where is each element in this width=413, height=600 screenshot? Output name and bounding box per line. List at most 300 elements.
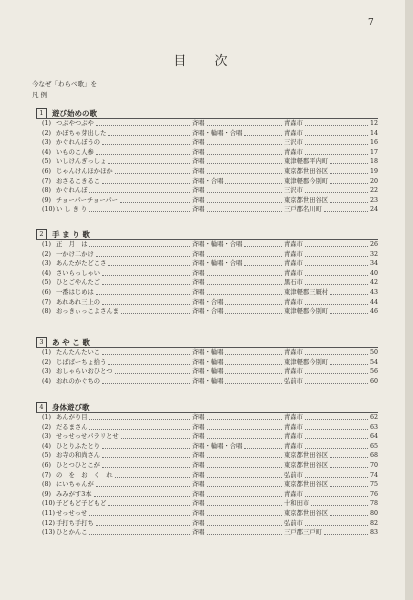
page-number: 75 [369, 481, 378, 489]
leader-dots [121, 438, 190, 439]
song-title: あんがり目 [56, 414, 88, 421]
toc-entry [32, 129, 378, 139]
leader-dots [207, 275, 282, 276]
performance-form: 斉唱 [192, 423, 205, 431]
section-heading [32, 228, 378, 240]
leader-dots [102, 144, 190, 145]
leader-dots [330, 467, 368, 468]
toc-entry [32, 250, 378, 260]
entry-number: (7) [42, 177, 51, 185]
page-number: 40 [369, 269, 378, 277]
entry-number: (9) [42, 196, 51, 204]
leader-dots [96, 486, 190, 487]
performance-form: 斉唱 [192, 269, 205, 277]
leader-dots [102, 183, 190, 184]
page-number: 83 [369, 529, 378, 537]
leader-dots [305, 246, 368, 247]
page-number: 19 [369, 167, 378, 175]
page-number: 26 [369, 241, 378, 248]
entry-number: (2) [42, 129, 51, 137]
song-title: いしけんぎっしょ [56, 158, 107, 166]
leader-dots [102, 448, 190, 449]
section-number: 2 [36, 229, 47, 240]
toc-entry [32, 509, 378, 519]
leader-dots [305, 525, 368, 526]
leader-dots [305, 373, 368, 374]
leader-dots [207, 192, 282, 193]
toc-entry [32, 348, 378, 358]
song-title: かぼちゃ芽出した [56, 129, 107, 137]
leader-dots [115, 173, 190, 174]
entry-number: (7) [42, 298, 51, 306]
performance-form: 斉唱 [192, 481, 205, 489]
song-title: かぐれんぼうの [56, 139, 101, 147]
performance-form: 斉唱 [192, 414, 205, 421]
toc-entry [32, 499, 378, 509]
leader-dots [89, 419, 190, 420]
leader-dots [305, 438, 368, 439]
place: 東京都世田谷区 [284, 461, 329, 469]
leader-dots [207, 419, 282, 420]
leader-dots [225, 373, 282, 374]
performance-form: 斉唱・輪唱・合唱 [192, 129, 243, 137]
place: 東津軽郡今別町 [284, 308, 329, 316]
page-number: 20 [369, 177, 378, 185]
place: 東京都世田谷区 [284, 167, 329, 175]
song-title: ひとりふたとり [56, 442, 101, 450]
toc-entry [32, 167, 378, 177]
performance-form: 斉唱 [192, 519, 205, 527]
performance-form: 斉唱 [192, 461, 205, 469]
leader-dots [225, 383, 282, 384]
entry-number: (8) [42, 187, 51, 195]
performance-form: 斉唱 [192, 490, 205, 498]
leader-dots [207, 211, 282, 212]
leader-dots [115, 477, 190, 478]
leader-dots [225, 354, 282, 355]
performance-form: 斉唱 [192, 187, 205, 195]
leader-dots [207, 294, 282, 295]
leader-dots [207, 496, 282, 497]
page-number: 43 [369, 288, 378, 296]
song-title: 子どもど子どもど [56, 500, 107, 508]
leader-dots [89, 211, 190, 212]
page-number: 23 [369, 196, 378, 204]
entry-number: (1) [42, 120, 51, 127]
leader-dots [207, 505, 282, 506]
entry-number: (1) [42, 241, 51, 248]
performance-form: 斉唱・輪唱・合唱 [192, 241, 243, 248]
leader-dots [207, 202, 282, 203]
place: 弘前市 [284, 377, 303, 385]
toc-section [32, 401, 378, 538]
performance-form: 斉唱 [192, 471, 205, 479]
leader-dots [305, 419, 368, 420]
leader-dots [96, 525, 190, 526]
leader-dots [305, 354, 368, 355]
toc-entry [32, 119, 378, 129]
page-number: 50 [369, 349, 378, 356]
performance-form: 斉唱 [192, 279, 205, 287]
place: 弘前市 [284, 519, 303, 527]
page-number: 64 [369, 433, 378, 441]
page-number: 68 [369, 452, 378, 460]
page-number: 76 [369, 490, 378, 498]
leader-dots [330, 294, 368, 295]
toc-entry [32, 519, 378, 529]
place: 東津軽郡今別町 [284, 177, 329, 185]
performance-form: 斉唱・輪唱 [192, 349, 224, 356]
place: 青森市 [284, 120, 303, 127]
place: 東京都世田谷区 [284, 196, 329, 204]
leader-dots [207, 534, 282, 535]
leader-dots [207, 467, 282, 468]
entry-number: (1) [42, 349, 51, 356]
leader-dots [102, 275, 190, 276]
entry-number: (10) [42, 500, 55, 508]
section-title: 手 ま り 歌 [52, 230, 90, 239]
page-number: 16 [369, 139, 378, 147]
leader-dots [207, 525, 282, 526]
leader-dots [102, 383, 190, 384]
place: 青森市 [284, 349, 303, 356]
leader-dots [96, 294, 190, 295]
leader-dots [330, 183, 368, 184]
entry-number: (6) [42, 288, 51, 296]
song-title: あんたがたどこさ [56, 260, 107, 268]
leader-dots [108, 505, 190, 506]
leader-dots [305, 496, 368, 497]
entry-number: (4) [42, 442, 51, 450]
section-title: 身体遊び歌 [52, 403, 90, 412]
leader-dots [330, 163, 368, 164]
leader-dots [120, 202, 190, 203]
place: 三沢市 [284, 187, 303, 195]
performance-form: 斉唱 [192, 529, 205, 537]
leader-dots [121, 313, 190, 314]
song-title: い し き り [56, 206, 88, 214]
song-title: チョーパーチョーパー [56, 196, 118, 204]
leader-dots [330, 173, 368, 174]
song-title: 正 月 は [56, 241, 88, 248]
place: 青森市 [284, 423, 303, 431]
page-number: 7 [368, 18, 374, 28]
place: 青森市 [284, 433, 303, 441]
page-number: 54 [369, 358, 378, 366]
page-number: 12 [369, 120, 378, 127]
song-title: お寺の和尚さん [56, 452, 101, 460]
leader-dots [207, 515, 282, 516]
song-title: みみがす3本 [56, 490, 92, 498]
page-number: 44 [369, 298, 378, 306]
entry-number: (8) [42, 308, 51, 316]
toc-entry [32, 148, 378, 158]
entry-number: (5) [42, 279, 51, 287]
performance-form: 斉唱・輪唱 [192, 377, 224, 385]
leader-dots [324, 211, 368, 212]
section-title: 遊び始めの歌 [52, 109, 97, 118]
page-number: 56 [369, 368, 378, 376]
performance-form: 斉唱 [192, 120, 205, 127]
leader-dots [207, 477, 282, 478]
place: 黒石市 [284, 279, 303, 287]
leader-dots [207, 163, 282, 164]
page-number: 74 [369, 471, 378, 479]
toc-entry [32, 471, 378, 481]
toc-entry [32, 298, 378, 308]
place: 東津軽郡平内町 [284, 158, 329, 166]
leader-dots [108, 135, 190, 136]
section-title: あ や こ 歌 [52, 338, 90, 347]
entry-number: (9) [42, 490, 51, 498]
leader-dots [330, 313, 368, 314]
leader-dots [207, 457, 282, 458]
page-number: 18 [369, 158, 378, 166]
leader-dots [330, 515, 368, 516]
leader-dots [96, 125, 190, 126]
performance-form: 斉唱 [192, 158, 205, 166]
leader-dots [225, 313, 282, 314]
leader-dots [89, 515, 190, 516]
leader-dots [305, 265, 368, 266]
entry-number: (2) [42, 423, 51, 431]
entry-number: (4) [42, 148, 51, 156]
entry-number: (8) [42, 481, 51, 489]
place: 三沢市 [284, 139, 303, 147]
leader-dots [330, 202, 368, 203]
leader-dots [305, 429, 368, 430]
entry-number: (10) [42, 206, 55, 214]
leader-dots [244, 135, 282, 136]
entry-number: (3) [42, 260, 51, 268]
toc-entry [32, 413, 378, 423]
performance-form: 斉唱・輪唱 [192, 358, 224, 366]
leader-dots [96, 256, 190, 257]
song-title: おれのかぐちの [56, 377, 101, 385]
entry-number: (4) [42, 269, 51, 277]
page-number: 32 [369, 250, 378, 258]
performance-form: 斉唱・合唱 [192, 177, 224, 185]
performance-form: 斉唱 [192, 139, 205, 147]
page-number: 62 [369, 414, 378, 421]
place: 三戸郡三戸町 [284, 529, 322, 537]
performance-form: 斉唱・合唱 [192, 308, 224, 316]
place: 青森市 [284, 442, 303, 450]
song-title: じゃんけんほかほか [56, 167, 113, 175]
section-number: 3 [36, 337, 47, 348]
page-title: 目 次 [173, 54, 240, 69]
song-title: いものこ人参 [56, 148, 94, 156]
leader-dots [305, 125, 368, 126]
toc-entry [32, 157, 378, 167]
song-title: にいちゃんが [56, 481, 94, 489]
section-heading [32, 107, 378, 119]
entry-number: (5) [42, 158, 51, 166]
performance-form: 斉唱・輪唱・合唱 [192, 442, 243, 450]
song-title: おしゃらいおひとつ [56, 368, 113, 376]
section-heading [32, 401, 378, 413]
place: 三戸郡名川町 [284, 206, 322, 214]
page-number: 22 [369, 187, 378, 195]
preface-item: 凡 例 [32, 91, 48, 99]
song-title: せっせっせパラリとせ [56, 433, 119, 441]
entry-number: (3) [42, 139, 51, 147]
leader-dots [225, 304, 282, 305]
toc-entry [32, 461, 378, 471]
performance-form: 斉唱・合唱 [192, 298, 224, 306]
leader-dots [244, 246, 282, 247]
toc-entry [32, 177, 378, 187]
song-title: ひとつひとこが [56, 461, 100, 469]
toc-entry [32, 358, 378, 368]
leader-dots [244, 448, 282, 449]
leader-dots [305, 284, 368, 285]
entry-number: (2) [42, 250, 51, 258]
place: 東京都世田谷区 [284, 452, 329, 460]
toc-section [32, 107, 378, 215]
leader-dots [89, 534, 190, 535]
song-title: たんたんたいこ [56, 349, 101, 356]
song-title: おっきぃっこよさんま [56, 308, 119, 316]
entry-number: (13) [42, 529, 55, 537]
leader-dots [115, 373, 190, 374]
leader-dots [305, 192, 368, 193]
leader-dots [244, 265, 282, 266]
leader-dots [225, 364, 282, 365]
entry-number: (6) [42, 167, 51, 175]
toc-entry [32, 423, 378, 433]
leader-dots [330, 486, 368, 487]
toc-entry [32, 432, 378, 442]
leader-dots [305, 144, 368, 145]
song-title: かぐれんぼ [56, 187, 88, 195]
place: 青森市 [284, 414, 303, 421]
toc-section [32, 228, 378, 317]
place: 東津軽郡三厩村 [284, 288, 329, 296]
section-number: 1 [36, 108, 47, 119]
entry-number: (5) [42, 452, 51, 460]
toc-entry [32, 307, 378, 317]
performance-form: 斉唱 [192, 500, 205, 508]
performance-form: 斉唱・輪唱 [192, 368, 224, 376]
entry-number: (3) [42, 433, 51, 441]
place: 東京都世田谷区 [284, 481, 329, 489]
leader-dots [207, 256, 282, 257]
toc-entry [32, 480, 378, 490]
leader-dots [207, 154, 282, 155]
performance-form: 斉唱 [192, 206, 205, 214]
leader-dots [305, 135, 368, 136]
page-number: 14 [369, 129, 378, 137]
preface-item: 今なぜ「わらべ歌」を [32, 80, 97, 88]
performance-form: 斉唱 [192, 509, 205, 517]
page-number: 70 [369, 461, 378, 469]
toc-entry [32, 288, 378, 298]
place: 青森市 [284, 298, 303, 306]
page-number: 63 [369, 423, 378, 431]
toc-entry [32, 196, 378, 206]
page-number: 60 [369, 377, 378, 385]
leader-dots [89, 192, 190, 193]
toc-entry [32, 259, 378, 269]
place: 青森市 [284, 368, 303, 376]
toc-entry [32, 490, 378, 500]
toc-entry [32, 367, 378, 377]
performance-form: 斉唱 [192, 452, 205, 460]
leader-dots [305, 275, 368, 276]
performance-form: 斉唱 [192, 250, 205, 258]
song-title: せっせっせ [56, 509, 88, 517]
leader-dots [305, 256, 368, 257]
leader-dots [207, 486, 282, 487]
page-number: 65 [369, 442, 378, 450]
page-number: 46 [369, 308, 378, 316]
leader-dots [94, 496, 190, 497]
song-title: の を お く れ [56, 471, 113, 479]
toc-entry [32, 377, 378, 387]
song-title: おさるこきるこ [56, 177, 101, 185]
page-number: 17 [369, 148, 378, 156]
page-edge [405, 0, 413, 600]
toc-entry [32, 240, 378, 250]
leader-dots [207, 429, 282, 430]
page-number: 82 [369, 519, 378, 527]
leader-dots [207, 173, 282, 174]
performance-form: 斉唱 [192, 196, 205, 204]
leader-dots [108, 364, 190, 365]
song-title: 一番はじめは [56, 288, 94, 296]
leader-dots [330, 364, 368, 365]
leader-dots [207, 144, 282, 145]
page-number: 24 [369, 206, 378, 214]
place: 青森市 [284, 241, 303, 248]
entry-number: (3) [42, 368, 51, 376]
toc-entry [32, 269, 378, 279]
leader-dots [305, 154, 368, 155]
entry-number: (2) [42, 358, 51, 366]
song-title: つぶやつぶや [56, 120, 94, 127]
song-title: 手打ち手打ち [56, 519, 94, 527]
place: 青森市 [284, 148, 303, 156]
place: 青森市 [284, 490, 303, 498]
page-number: 42 [369, 279, 378, 287]
song-title: あれあれ三上の [56, 298, 101, 306]
song-title: 一かけ二かけ [56, 250, 94, 258]
page-number: 34 [369, 260, 378, 268]
section-number: 4 [36, 402, 47, 413]
performance-form: 斉唱・輪唱・合唱 [192, 260, 243, 268]
leader-dots [102, 284, 190, 285]
place: 青森市 [284, 250, 303, 258]
leader-dots [207, 284, 282, 285]
place: 弘前市 [284, 471, 303, 479]
place: 青森市 [284, 260, 303, 268]
performance-form: 斉唱 [192, 433, 205, 441]
place: 十和田市 [284, 500, 310, 508]
leader-dots [102, 304, 190, 305]
place: 青森市 [284, 269, 303, 277]
place: 東津軽郡今別町 [284, 358, 329, 366]
toc-entry [32, 278, 378, 288]
leader-dots [89, 429, 190, 430]
toc-entry [32, 205, 378, 215]
page-number: 78 [369, 500, 378, 508]
song-title: ひとかんこ [56, 529, 88, 537]
toc-entry [32, 528, 378, 538]
leader-dots [102, 467, 190, 468]
leader-dots [305, 448, 368, 449]
leader-dots [207, 438, 282, 439]
